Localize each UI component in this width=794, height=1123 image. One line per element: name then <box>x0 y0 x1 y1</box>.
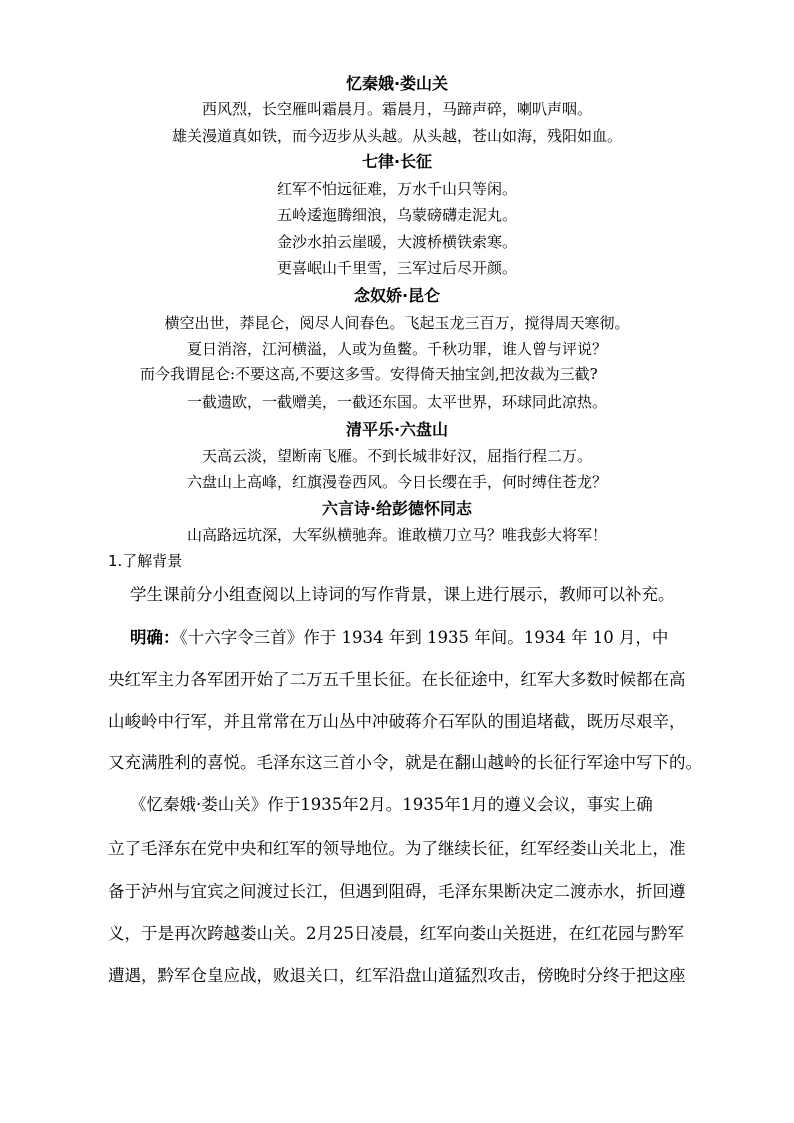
poem-line: 横空出世，莽昆仑，阅尽人间春色。飞起玉龙三百万，搅得周天寒彻。 <box>164 314 630 332</box>
poem-line: 五岭逶迤腾细浪，乌蒙磅礴走泥丸。 <box>276 206 517 224</box>
paragraph-line: 央红军主力各军团开始了二万五千里长征。在长征途中，红军大多数时候都在高 <box>108 670 686 689</box>
section-intro: 学生课前分小组查阅以上诗词的写作背景，课上进行展示，教师可以补充。 <box>130 585 675 604</box>
poem-line: 而今我谓昆仑:不要这高,不要这多雪。安得倚天抽宝剑,把汝裁为三截? <box>140 365 598 383</box>
paragraph-line: 《忆秦娥·娄山关》作于1935年2月。1935年1月的遵义会议，事实上确 <box>130 795 653 814</box>
poem-line: 山高路远坑深，大军纵横驰奔。谁敢横刀立马？唯我彭大将军！ <box>186 526 607 544</box>
poem-line: 雄关漫道真如铁，而今迈步从头越。从头越，苍山如海，残阳如血。 <box>171 127 622 145</box>
poem-line: 西风烈，长空雁叫霜晨月。霜晨月，马蹄声碎，喇叭声咽。 <box>201 100 592 118</box>
poem-line: 一截遗欧，一截赠美，一截还东国。太平世界，环球同此凉热。 <box>186 393 607 411</box>
poem-line: 天高云淡，望断南飞雁。不到长城非好汉，屈指行程二万。 <box>201 447 592 465</box>
poem-title: 七律·长征 <box>361 152 433 171</box>
clarify-label: 明确： <box>130 628 180 647</box>
paragraph-line <box>130 626 736 650</box>
poem-line: 夏日消溶，江河横溢，人或为鱼鳖。千秋功罪，谁人曾与评说？ <box>186 340 607 358</box>
poem-line: 更喜岷山千里雪，三军过后尽开颜。 <box>276 259 517 277</box>
paragraph-line: 山峻岭中行军，并且常常在万山丛中冲破蒋介石军队的围追堵截，既历尽艰辛， <box>108 712 686 731</box>
paragraph-line: 备于泸州与宜宾之间渡过长江，但遇到阻碍，毛泽东果断决定二渡赤水，折回遵 <box>108 882 686 901</box>
paragraph-line: 又充满胜利的喜悦。毛泽东这三首小令，就是在翻山越岭的长征行军途中写下的。 <box>108 753 702 772</box>
poem-title: 忆秦娥·娄山关 <box>345 74 449 93</box>
paragraph-line: 义，于是再次跨越娄山关。2月25日凌晨，红军向娄山关挺进，在红花园与黔军 <box>108 924 684 943</box>
paragraph-line: 遭遇，黔军仓皇应战，败退关口，红军沿盘山道猛烈攻击，傍晚时分终于把这座 <box>108 966 686 985</box>
poem-title: 念奴娇·昆仑 <box>353 286 441 305</box>
poem-line: 金沙水拍云崖暖，大渡桥横铁索寒。 <box>276 233 517 251</box>
poem-title: 清平乐·六盘山 <box>345 420 449 439</box>
poem-title: 六言诗·给彭德怀同志 <box>321 499 473 518</box>
section-heading: 1.了解背景 <box>108 552 183 570</box>
poem-line: 六盘山上高峰，红旗漫卷西风。今日长缨在手，何时缚住苍龙？ <box>186 473 607 491</box>
paragraph-line: 立了毛泽东在党中央和红军的领导地位。为了继续长征，红军经娄山关北上，准 <box>108 839 686 858</box>
paragraph-text: 《十六字令三首》作于 1934 年到 1935 年间。1934 年 10 月，中 <box>179 628 669 647</box>
poem-line: 红军不怕远征难，万水千山只等闲。 <box>276 180 517 198</box>
